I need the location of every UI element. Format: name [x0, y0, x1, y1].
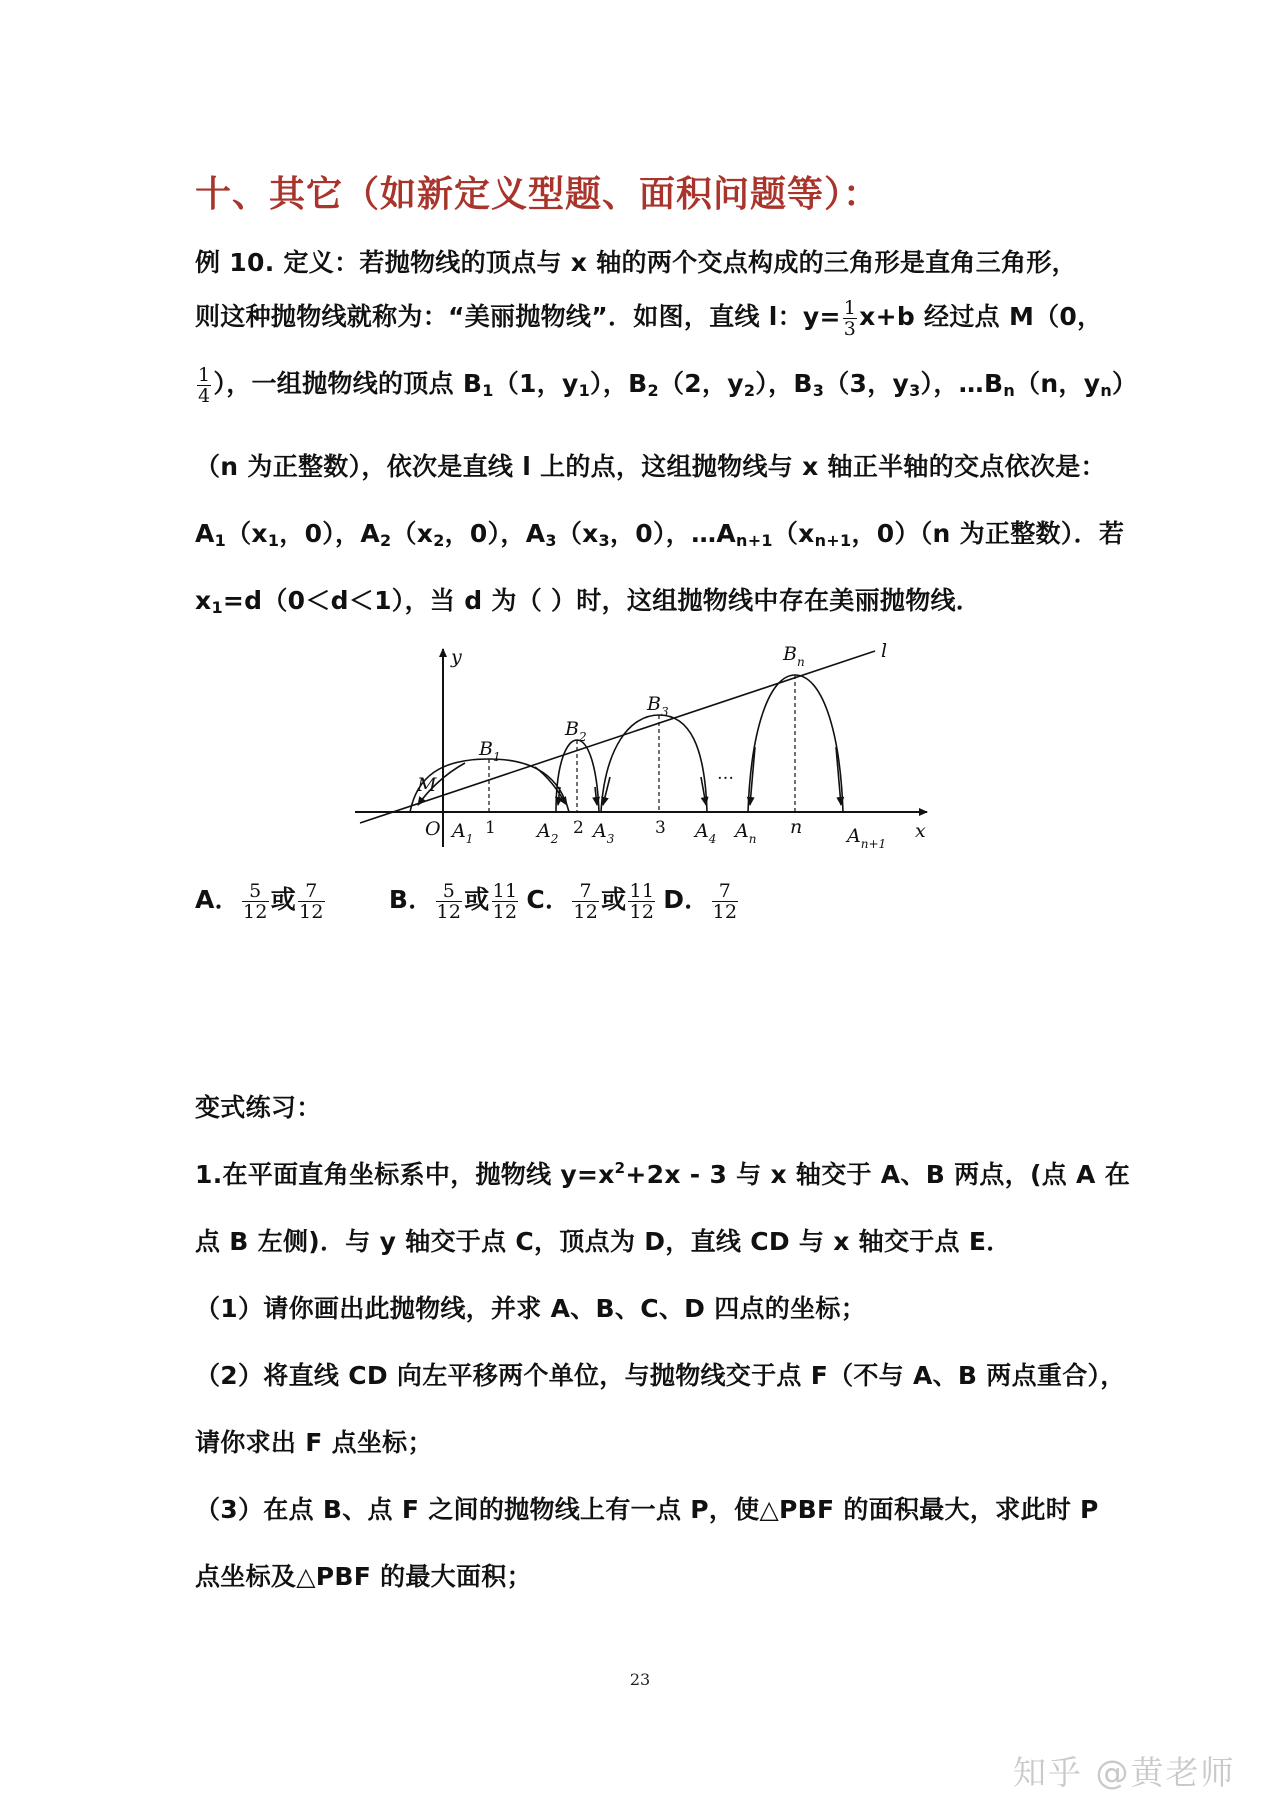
text-span: x+b 经过点 M（0， [859, 302, 1103, 331]
choice-label: D． [663, 885, 710, 914]
sub: 2 [550, 832, 559, 846]
frac-den: 12 [299, 900, 324, 923]
origin-label: O [425, 818, 441, 840]
letter: A [452, 820, 466, 842]
subscript: n [1003, 381, 1016, 400]
text-span: ），B [590, 369, 648, 398]
fraction-one-third [843, 298, 857, 339]
subscript: 1 [578, 381, 591, 400]
practice-line-3: （1）请你画出此抛物线，并求 A、B、C、D 四点的坐标； [195, 1294, 867, 1323]
text-span: （x [556, 519, 599, 548]
watermark: 知乎 @黄老师 [1013, 1753, 1236, 1792]
text-span: （n，y [1015, 369, 1101, 398]
practice-line-5: 请你求出 F 点坐标； [195, 1428, 433, 1457]
parabola-3 [601, 715, 707, 812]
fraction [436, 881, 463, 922]
point-a4-label [693, 820, 716, 846]
choice-a [195, 880, 327, 922]
frac-den: 12 [712, 900, 738, 923]
sub: 1 [492, 750, 501, 764]
choice-c [526, 880, 657, 922]
tick-1: 1 [485, 818, 496, 838]
choice-label: B． [388, 885, 434, 914]
ellipsis: … [717, 764, 734, 784]
subscript: n+1 [736, 531, 773, 550]
subscript: n [1100, 381, 1113, 400]
letter: B [647, 693, 661, 715]
choice-d [663, 880, 740, 922]
subscript: n+1 [814, 531, 852, 550]
text-span: （x [226, 519, 268, 548]
text-span: x [195, 586, 212, 615]
text-span: ） [1112, 369, 1138, 398]
fraction [298, 881, 325, 922]
answer-choices [195, 880, 746, 922]
parabola-n [748, 675, 843, 812]
y-axis-label: y [451, 646, 462, 668]
subscript: 2 [647, 381, 659, 400]
letter: A [537, 820, 551, 842]
letter: A [695, 820, 709, 842]
line-l-label: l [881, 640, 888, 662]
text-span: =d（0＜d＜1），当 d 为（ ）时，这组抛物线中存在美丽抛物线． [222, 586, 982, 615]
tick-3: 3 [655, 818, 666, 838]
letter: B [479, 738, 493, 760]
point-an-label [733, 820, 756, 846]
fraction [492, 881, 519, 922]
sub: n [748, 832, 757, 846]
sub: 2 [578, 730, 587, 744]
fraction [242, 881, 269, 922]
or-text: 或 [270, 885, 297, 914]
text-span: ，0），A [444, 519, 546, 548]
example-line-5 [195, 514, 1124, 550]
practice-line-7: 点坐标及△PBF 的最大面积； [195, 1562, 532, 1591]
letter: A [593, 820, 607, 842]
text-span: ），B [755, 369, 813, 398]
subscript: 1 [267, 531, 280, 550]
tick-n: n [790, 816, 803, 838]
text-span: ），…B [920, 369, 1004, 398]
example-line-4: （n 为正整数），依次是直线 l 上的点，这组抛物线与 x 轴正半轴的交点依次是： [195, 452, 1106, 481]
subscript: 1 [482, 381, 494, 400]
practice-title: 变式练习： [195, 1093, 322, 1122]
text-span: ），一组抛物线的顶点 B [213, 369, 483, 398]
practice-line-6: （3）在点 B、点 F 之间的抛物线上有一点 P，使△PBF 的面积最大，求此时 P [195, 1495, 1099, 1524]
or-text: 或 [601, 885, 627, 914]
frac-den: 12 [629, 900, 655, 923]
point-bn-label [782, 643, 805, 669]
point-a1-label [450, 820, 473, 846]
frac-den: 12 [573, 900, 599, 923]
subscript: 1 [211, 598, 223, 617]
text-span: ，0），…A [609, 519, 737, 548]
frac-num: 1 [198, 363, 211, 386]
point-an1-label [845, 825, 886, 851]
example-line-2 [195, 297, 1102, 339]
subscript: 2 [743, 381, 756, 400]
subscript: 1 [214, 531, 227, 550]
subscript: 2 [380, 531, 392, 550]
frac-den: 3 [843, 317, 857, 340]
sub: 1 [465, 832, 474, 846]
x-axis-label: x [915, 820, 926, 842]
letter: A [735, 820, 749, 842]
subscript: 3 [598, 531, 610, 550]
frac-num: 1 [843, 296, 857, 319]
subscript: 2 [433, 531, 445, 550]
text-span: A [195, 519, 215, 548]
sub: 3 [660, 705, 669, 719]
example-line-3 [195, 364, 1137, 406]
fraction-one-fourth [197, 365, 211, 406]
example-line-6 [195, 581, 981, 617]
superscript: 2 [614, 1159, 626, 1177]
frac-num: 7 [712, 881, 739, 902]
text-span: +2x - 3 与 x 轴交于 A、B 两点，(点 A 在 [625, 1160, 1130, 1189]
subscript: 3 [909, 381, 921, 400]
example-line-1: 例 10. 定义：若抛物线的顶点与 x 轴的两个交点构成的三角形是直角三角形， [195, 248, 1077, 277]
parabola-2-arrow [558, 787, 560, 805]
frac-num: 11 [492, 879, 518, 902]
sub: 4 [708, 832, 717, 846]
sub: n+1 [860, 837, 887, 851]
frac-den: 12 [436, 900, 462, 923]
tick-2: 2 [573, 818, 584, 838]
page-number: 23 [629, 1670, 651, 1689]
letter: B [783, 643, 797, 665]
frac-num: 7 [572, 881, 599, 902]
frac-den: 12 [242, 900, 268, 923]
parabola-1-arrow-right [535, 767, 567, 805]
parabola-figure [355, 637, 945, 867]
text-span: （x [772, 519, 815, 548]
subscript: 3 [545, 531, 557, 550]
point-m-label: M [417, 774, 437, 796]
text-span: ，0），A [279, 519, 381, 548]
practice-line-4: （2）将直线 CD 向左平移两个单位，与抛物线交于点 F（不与 A、B 两点重合）， [195, 1361, 1126, 1390]
text-span: 1.在平面直角坐标系中，抛物线 y=x [195, 1160, 615, 1189]
or-text: 或 [464, 885, 490, 914]
frac-den: 12 [492, 900, 518, 923]
practice-line-2: 点 B 左侧)．与 y 轴交于点 C，顶点为 D，直线 CD 与 x 轴交于点 E． [195, 1227, 1012, 1256]
text-span: （x [391, 519, 434, 548]
frac-num: 7 [298, 881, 325, 902]
letter: A [847, 825, 861, 847]
frac-num: 11 [629, 879, 655, 902]
text-span: （1，y [493, 369, 579, 398]
text-span: ，0）（n 为正整数）．若 [851, 519, 1125, 548]
fraction [572, 881, 599, 922]
fraction [712, 881, 739, 922]
choice-label: A． [195, 885, 240, 914]
text-span: 则这种抛物线就称为：“美丽抛物线”．如图，直线 l：y= [195, 302, 841, 331]
letter: B [565, 718, 579, 740]
line-l [360, 651, 875, 823]
frac-num: 5 [436, 881, 463, 902]
point-a3-label [591, 820, 615, 846]
choice-label: C． [526, 885, 571, 914]
frac-num: 5 [242, 881, 269, 902]
point-a2-label [535, 820, 558, 846]
section-heading: 十、其它（如新定义型题、面积问题等）： [195, 174, 881, 215]
frac-den: 4 [198, 384, 211, 407]
subscript: 3 [812, 381, 825, 400]
sub: 3 [606, 832, 615, 846]
text-span: （3，y [824, 369, 910, 398]
sub: n [796, 655, 805, 669]
text-span: （2，y [658, 369, 744, 398]
choice-b [389, 880, 521, 922]
practice-line-1 [195, 1155, 1130, 1191]
fraction [628, 881, 655, 922]
